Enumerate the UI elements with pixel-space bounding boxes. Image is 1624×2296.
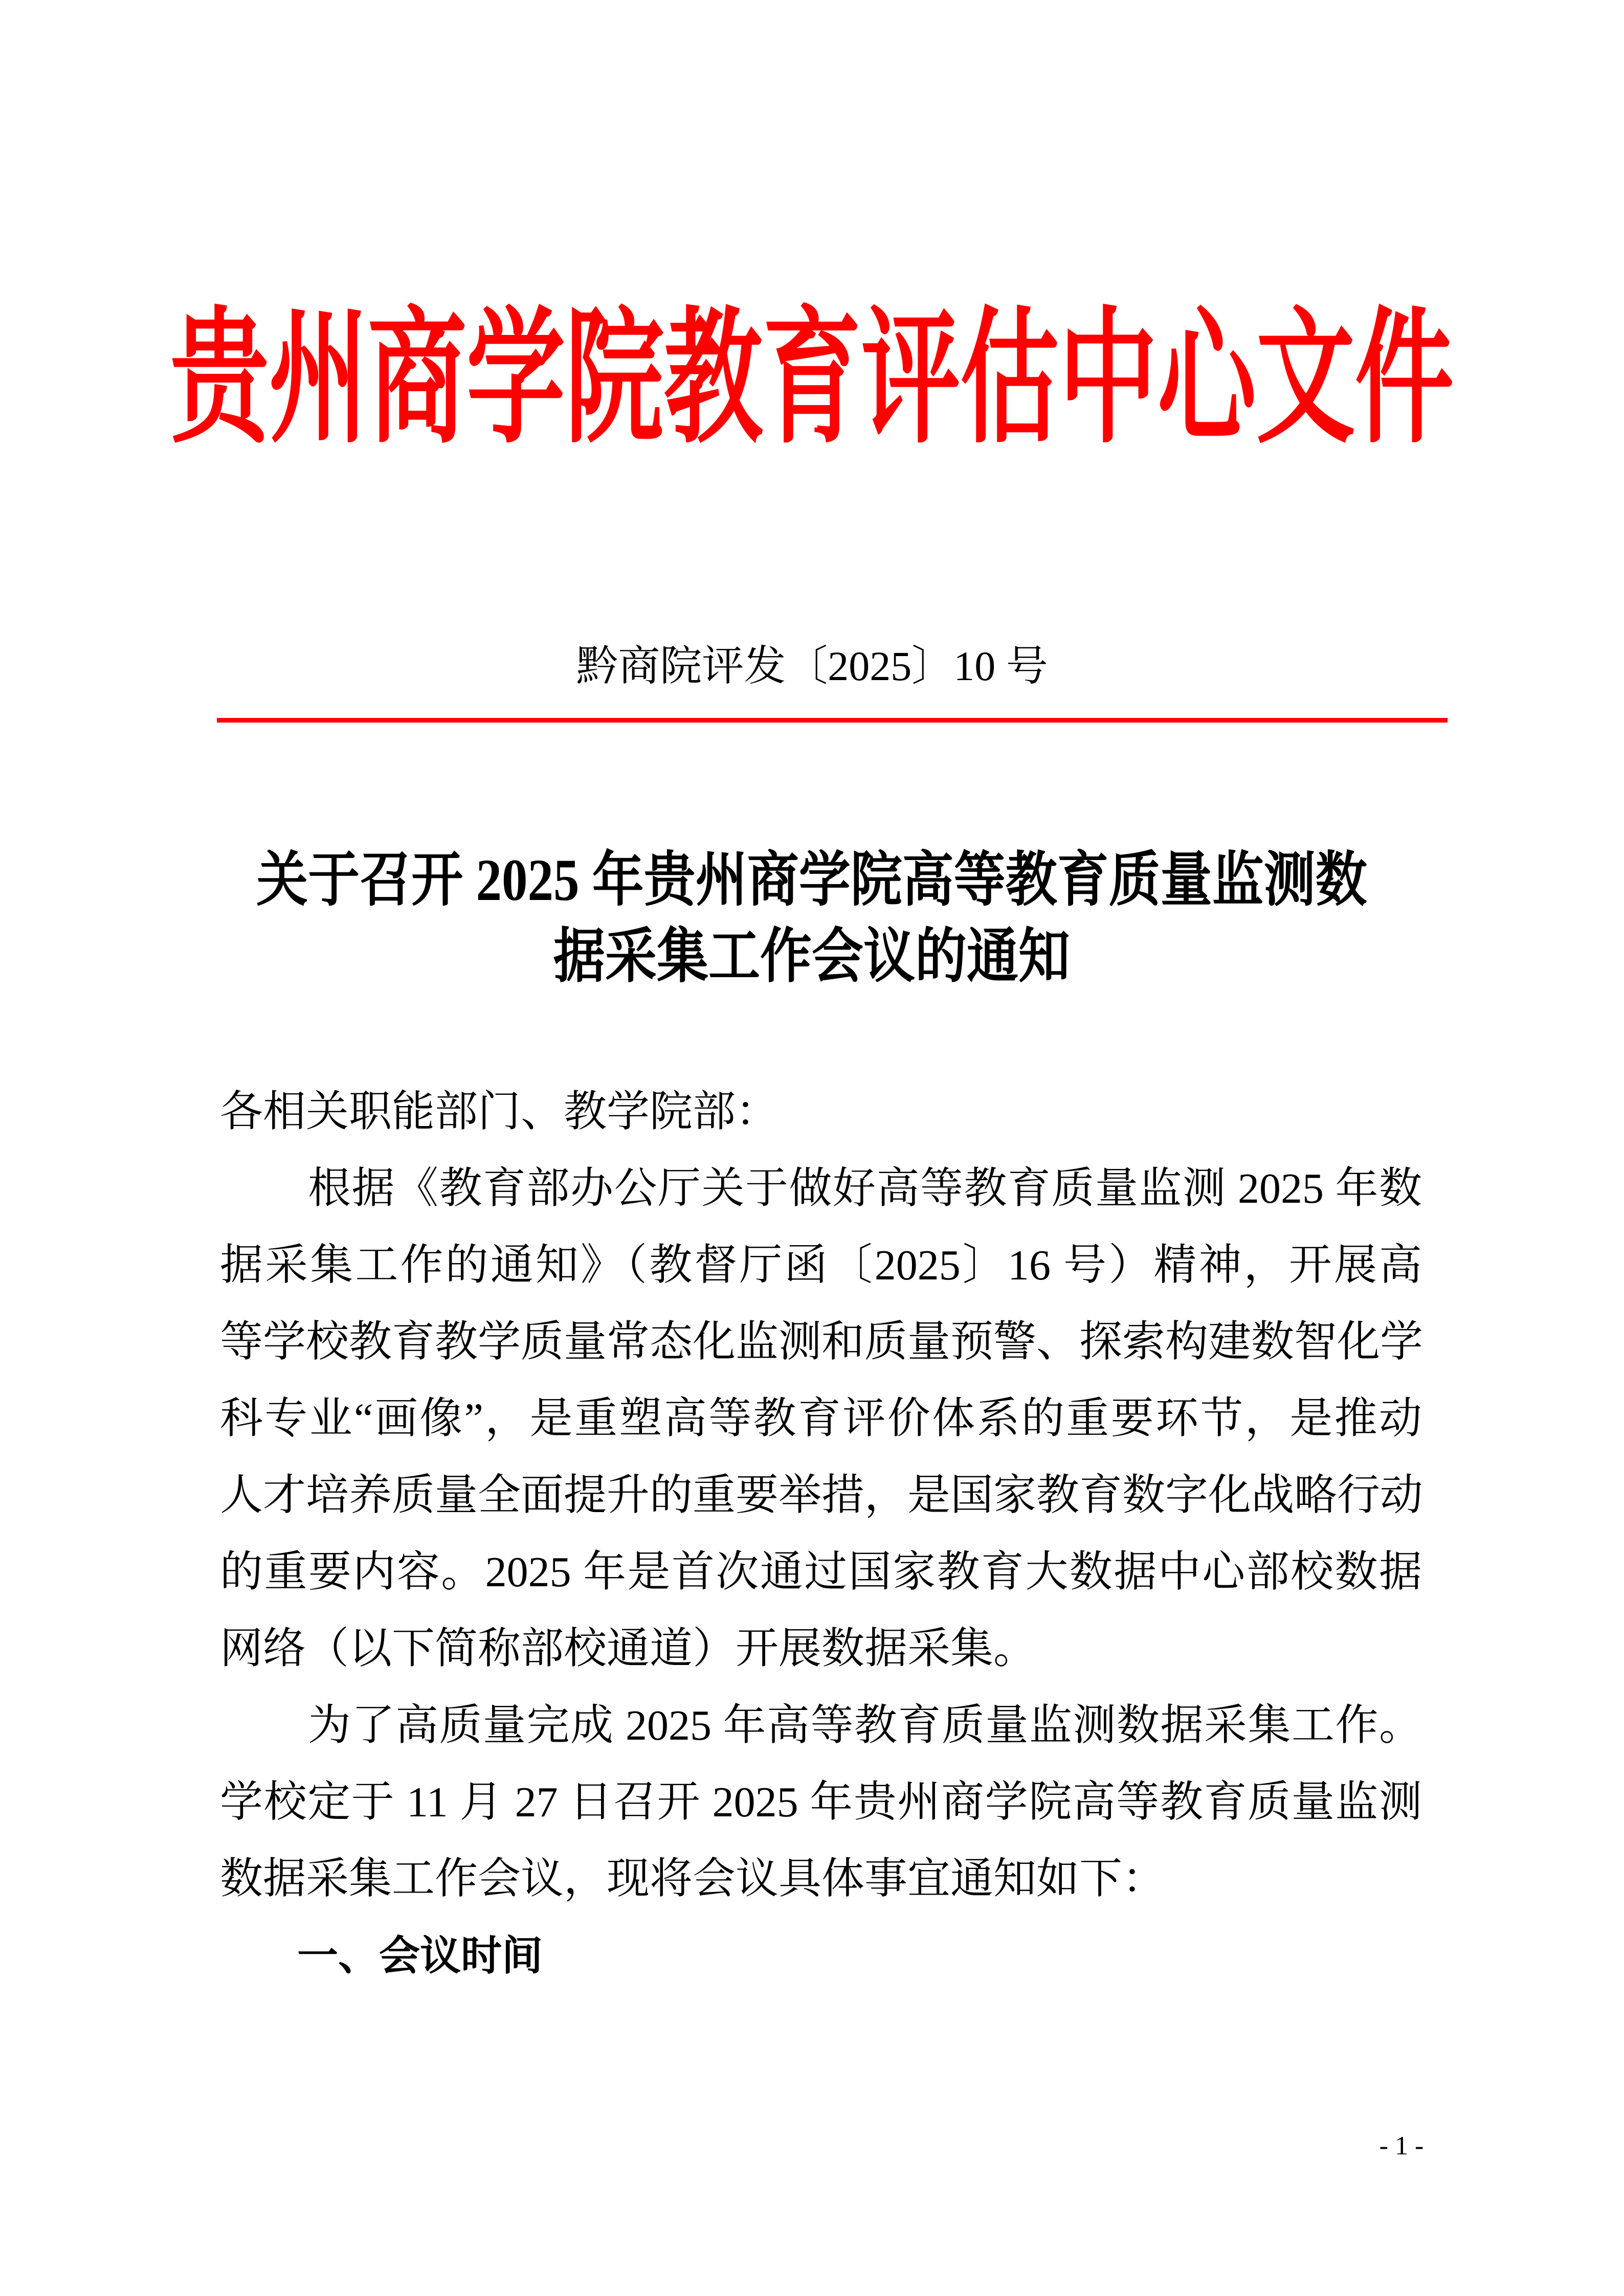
body-line: 数据采集工作会议，现将会议具体事宜通知如下： [220, 1855, 1166, 1903]
body-line: 科专业“画像”，是重塑高等教育评价体系的重要环节，是推动 [220, 1395, 1422, 1443]
body-line: 为了高质量完成 2025 年高等教育质量监测数据采集工作。 [308, 1702, 1422, 1749]
body-line: 等学校教育教学质量常态化监测和质量预警、探索构建数智化学 [220, 1318, 1423, 1366]
document-title-line-1: 关于召开 2025 年贵州商学院高等教育质量监测数 [256, 847, 1367, 913]
section-heading-meeting-time: 一、会议时间 [297, 1933, 543, 1978]
salutation-line: 各相关职能部门、教学院部： [220, 1088, 779, 1136]
document-title-line-2: 据采集工作会议的通知 [553, 923, 1070, 989]
body-line: 人才培养质量全面提升的重要举措，是国家教育数字化战略行动 [220, 1472, 1423, 1519]
document-title [211, 842, 1413, 995]
body-line: 网络（以下简称部校通道）开展数据采集。 [220, 1625, 1037, 1673]
body-line: 的重要内容。2025 年是首次通过国家教育大数据中心部校数据 [220, 1548, 1422, 1596]
document-reference-number: 黔商院评发〔2025〕10 号 [576, 643, 1048, 689]
red-divider-rule [217, 718, 1448, 723]
body-line: 学校定于 11 月 27 日召开 2025 年贵州商学院高等教育质量监测 [220, 1779, 1422, 1826]
document-header-banner: 贵州商学院教育评估中心文件 [170, 298, 1454, 461]
document-body [220, 1074, 1422, 1994]
body-line: 据采集工作的通知》（教督厅函〔2025〕16 号）精神，开展高 [220, 1242, 1422, 1289]
page-number: - 1 - [1379, 2131, 1424, 2160]
body-line: 根据《教育部办公厅关于做好高等教育质量监测 2025 年数 [308, 1165, 1422, 1212]
